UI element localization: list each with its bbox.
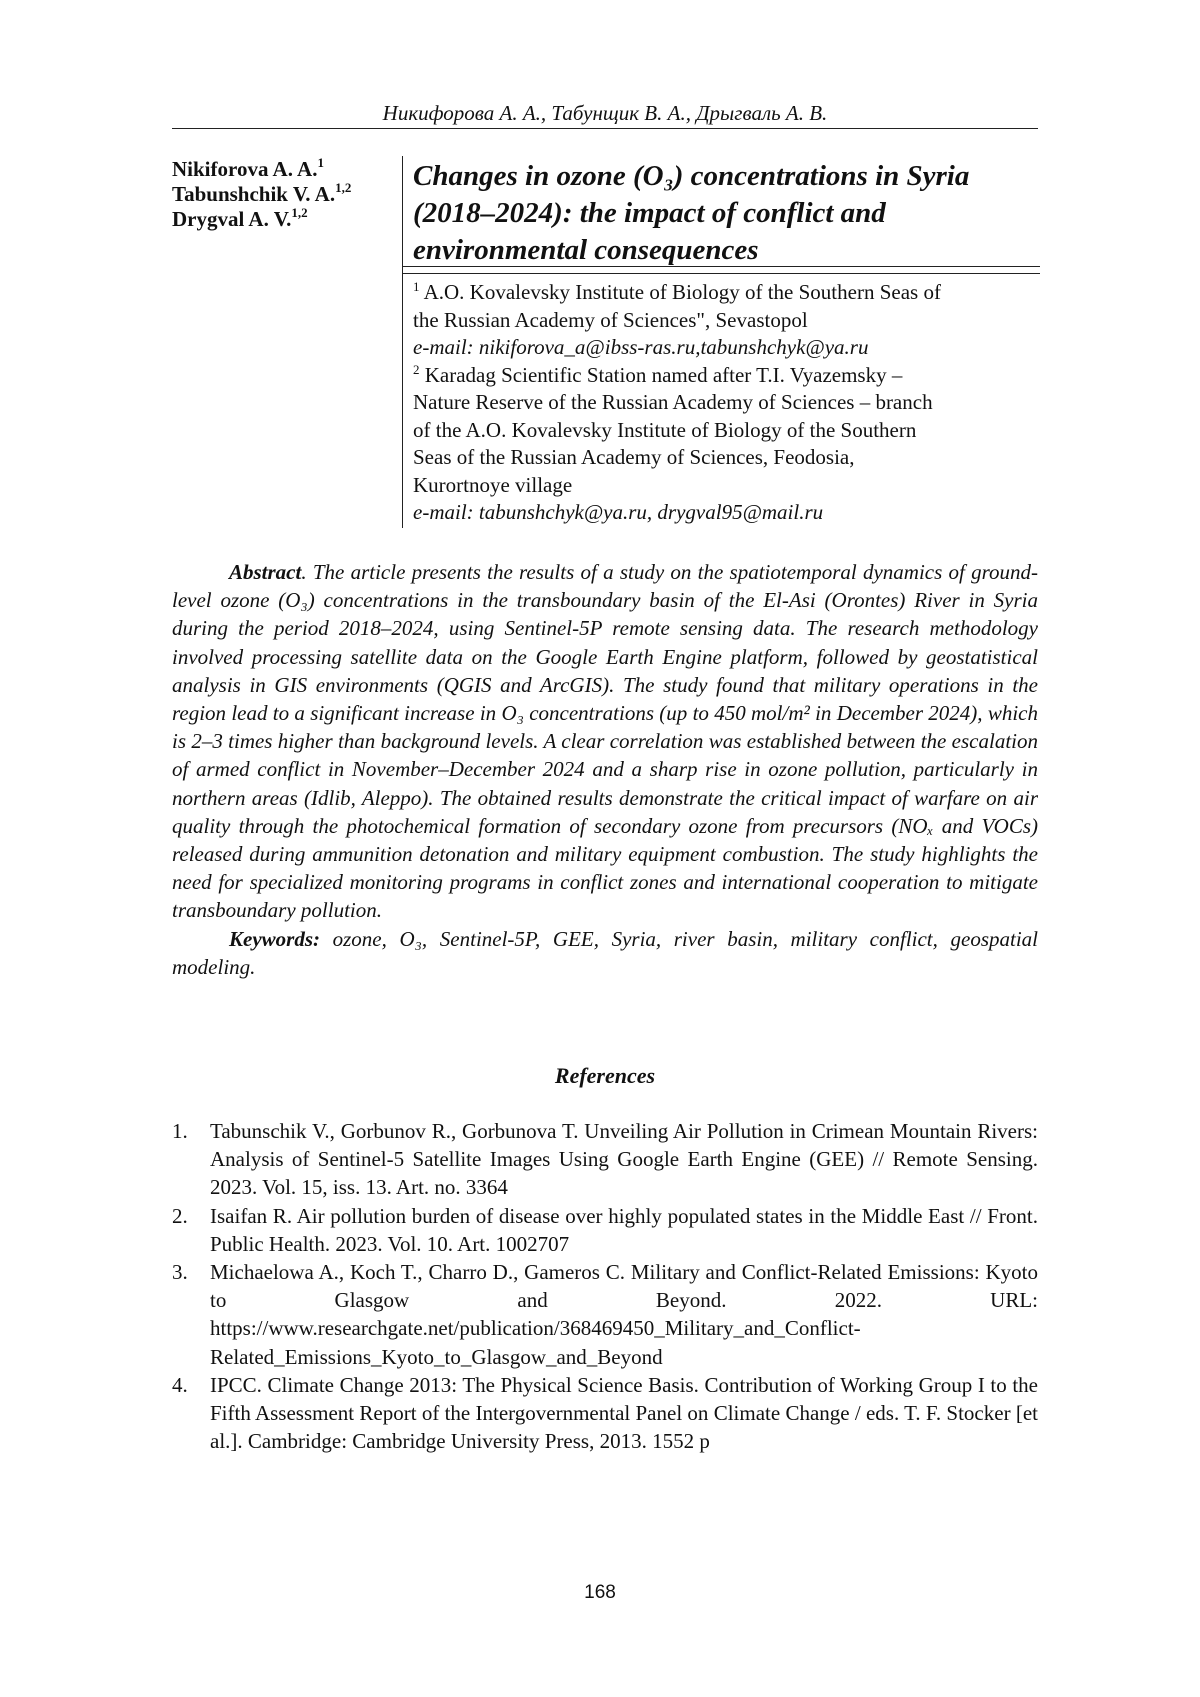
author: Nikiforova A. A.$^1$ <box>172 155 324 181</box>
reference-number: 2. <box>172 1203 188 1228</box>
reference-text[interactable]: Michaelowa A., Koch T., Charro D., Gameros C. Military and Conflict-Related Emissions: Kyoto to Glasgow and Beyond. 2022. URL: https://www.researchgate.net/publication/368469450_Military_and_Conflict-Related_Emissions_Kyoto_to_Glasgow_and_Beyond <box>210 1260 1038 1369</box>
reference-item <box>172 1371 1038 1456</box>
header-rule <box>172 128 1038 129</box>
author: Tabunshchik V. A.$^{1,2}$ <box>172 180 352 206</box>
author: Drygval A. V.$^{1,2}$ <box>172 205 308 231</box>
title-rule <box>403 273 1040 274</box>
email-line[interactable]: e-mail: tabunshchyk@ya.ru, drygval95@mail.ru <box>413 500 824 524</box>
affiliation-2: $^2$ Karadag Scientific Station named after T.I. Vyazemsky – <box>413 361 903 387</box>
reference-number: 3. <box>172 1260 188 1285</box>
reference-text: IPCC. Climate Change 2013: The Physical Science Basis. Contribution of Working Group I to the Fifth Assessment Report of the Intergovernmental Panel on Climate Change / eds. T. F. Stocker [et al.]. Cambridge: Cambridge University Press, 2013. 1552 p <box>210 1372 1038 1454</box>
references-list <box>172 1117 1038 1455</box>
author-affiliation-marker: 1 <box>317 155 324 170</box>
keywords-label: Keywords: <box>229 926 320 951</box>
affiliations <box>413 279 1043 527</box>
affiliation-2-cont: Kurortnoye village <box>413 472 573 497</box>
affiliation-2-cont: Nature Reserve of the Russian Academy of Sciences – branch <box>413 390 933 414</box>
reference-number: 4. <box>172 1372 188 1397</box>
reference-item <box>172 1258 1038 1371</box>
column-divider <box>402 156 403 528</box>
affiliation-marker: 1 <box>413 279 420 294</box>
email-line[interactable]: e-mail: nikiforova_a@ibss-ras.ru,tabunshchyk@ya.ru <box>413 335 869 359</box>
title-line: (2018–2024): the impact of conflict and <box>413 197 886 229</box>
abstract <box>172 558 1038 981</box>
affiliation-2-cont: Seas of the Russian Academy of Sciences, Feodosia, <box>413 445 855 469</box>
author-affiliation-marker: 1,2 <box>335 180 352 195</box>
running-head: Никифорова А. А., Табунщик В. А., Дрыгваль А. В. <box>382 101 828 125</box>
reference-item <box>172 1117 1038 1202</box>
affiliation-1: $^1$ A.O. Kovalevsky Institute of Biology of the Southern Seas of <box>413 279 941 304</box>
affiliation-1-cont: the Russian Academy of Sciences", Sevastopol <box>413 307 808 332</box>
references-heading: References <box>554 1063 656 1088</box>
author-affiliation-marker: 1,2 <box>291 205 308 220</box>
title-line: environmental consequences <box>413 234 759 266</box>
keywords-text: ozone, O₃, Sentinel-5P, GEE, Syria, river basin, military conflict, geospatial modeling. <box>172 926 1038 979</box>
title-line: Changes in ozone (O₃) concentrations in Syria <box>413 160 970 192</box>
reference-number: 1. <box>172 1119 188 1143</box>
title-rule <box>403 266 1040 267</box>
keywords-paragraph <box>172 925 1038 981</box>
page-number: 168 <box>584 1582 616 1603</box>
reference-item <box>172 1202 1038 1258</box>
author-list <box>172 157 402 232</box>
abstract-label: Abstract <box>229 560 302 584</box>
abstract-text: . The article presents the results of a study on the spatiotemporal dynamics of ground-level ozone (O₃) concentrations in the transboundary basin of the El-Asi (Orontes) River in Syria during the period 2018–2024, using Sentinel-5P remote sensing data. The research methodology involved processing satellite data on the Google Earth Engine platform, followed by geostatistical analysis in GIS environments (QGIS and ArcGIS). The study found that military operations in the region lead to a significant increase in O₃ concentrations (up to 450 mol/m² in December 2024), which is 2–3 times higher than background levels. A clear correlation was established between the escalation of armed conflict in November–December 2024 and a sharp rise in ozone pollution, particularly in northern areas (Idlib, Aleppo). The obtained results demonstrate the critical impact of warfare on air quality through the photochemical formation of secondary ozone from precursors (NOₓ and VOCs) released during ammunition detonation and military equipment combustion. The study highlights the need for specialized monitoring programs in conflict zones and international cooperation to mitigate transboundary pollution. <box>172 560 1038 923</box>
reference-text: Tabunschik V., Gorbunov R., Gorbunova T. Unveiling Air Pollution in Crimean Mountain Rivers: Analysis of Sentinel-5 Satellite Images Using Google Earth Engine (GEE) // Remote Sensing. 2023. Vol. 15, iss. 13. Art. no. 3364 <box>210 1119 1038 1200</box>
reference-text: Isaifan R. Air pollution burden of disease over highly populated states in the Middle East // Front. Public Health. 2023. Vol. 10. Art. 1002707 <box>210 1203 1038 1256</box>
affiliation-marker: 2 <box>413 361 420 377</box>
abstract-paragraph <box>172 558 1038 925</box>
article-title <box>413 158 1043 269</box>
affiliation-2-cont: of the A.O. Kovalevsky Institute of Biology of the Southern <box>413 417 917 442</box>
